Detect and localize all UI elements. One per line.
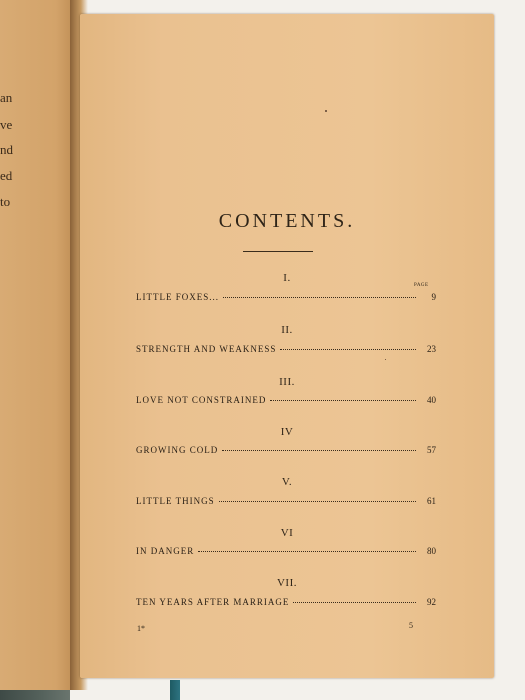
title-rule bbox=[243, 251, 313, 252]
toc-entry bbox=[136, 445, 436, 459]
leader-dots bbox=[293, 602, 416, 603]
chapter-numeral: III. bbox=[279, 376, 295, 388]
chapter-numeral: II. bbox=[281, 324, 293, 336]
leader-dots bbox=[223, 297, 416, 298]
paper-speck bbox=[385, 359, 386, 360]
toc-entry-page: 92 bbox=[427, 597, 436, 607]
toc-entry-page: 9 bbox=[431, 292, 436, 302]
toc-entry-title: LITTLE FOXES... bbox=[136, 292, 219, 302]
toc-entry-title: GROWING COLD bbox=[136, 445, 219, 455]
leader-dots bbox=[222, 450, 416, 451]
toc-entry bbox=[136, 546, 436, 560]
toc-entry bbox=[136, 496, 436, 510]
chapter-numeral: VI bbox=[280, 527, 294, 539]
toc-entry-page: 57 bbox=[427, 445, 436, 455]
left-page-text-fragment: ed bbox=[0, 168, 13, 183]
toc-entry-title: IN DANGER bbox=[136, 546, 195, 556]
contents-page bbox=[80, 14, 494, 678]
toc-entry-page: 23 bbox=[427, 344, 436, 354]
chapter-numeral: V. bbox=[281, 476, 293, 488]
chapter-numeral: I. bbox=[283, 272, 291, 284]
left-page-text-fragment: nd bbox=[0, 142, 13, 157]
leader-dots bbox=[270, 400, 416, 401]
toc-entry bbox=[136, 597, 436, 611]
toc-entry-page: 80 bbox=[427, 546, 436, 556]
toc-entry-title: STRENGTH AND WEAKNESS bbox=[136, 344, 277, 354]
toc-entry-page: 40 bbox=[427, 395, 436, 405]
leader-dots bbox=[219, 501, 416, 502]
chapter-numeral: IV bbox=[280, 426, 294, 438]
paper-speck bbox=[325, 110, 327, 112]
leader-dots bbox=[198, 551, 416, 552]
toc-entry-title: LOVE NOT CONSTRAINED bbox=[136, 395, 267, 405]
chapter-numeral: VII. bbox=[276, 577, 298, 589]
page-column-heading: PAGE bbox=[414, 283, 429, 288]
left-page-text-fragment: to bbox=[0, 194, 11, 209]
contents-title: CONTENTS. bbox=[218, 210, 356, 232]
toc-entry bbox=[136, 344, 436, 358]
toc-entry bbox=[136, 292, 436, 306]
left-page bbox=[0, 0, 81, 690]
toc-entry-title: LITTLE THINGS bbox=[136, 496, 215, 506]
toc-entry-page: 61 bbox=[427, 496, 436, 506]
left-page-text-fragment: an bbox=[0, 90, 13, 105]
signature-mark: 1* bbox=[137, 624, 145, 633]
toc-entry bbox=[136, 395, 436, 409]
left-page-text-fragment: ve bbox=[0, 117, 13, 132]
page-number: 5 bbox=[409, 621, 413, 630]
toc-entry-title: TEN YEARS AFTER MARRIAGE bbox=[136, 597, 290, 607]
ribbon-bookmark bbox=[170, 680, 180, 700]
leader-dots bbox=[280, 349, 416, 350]
